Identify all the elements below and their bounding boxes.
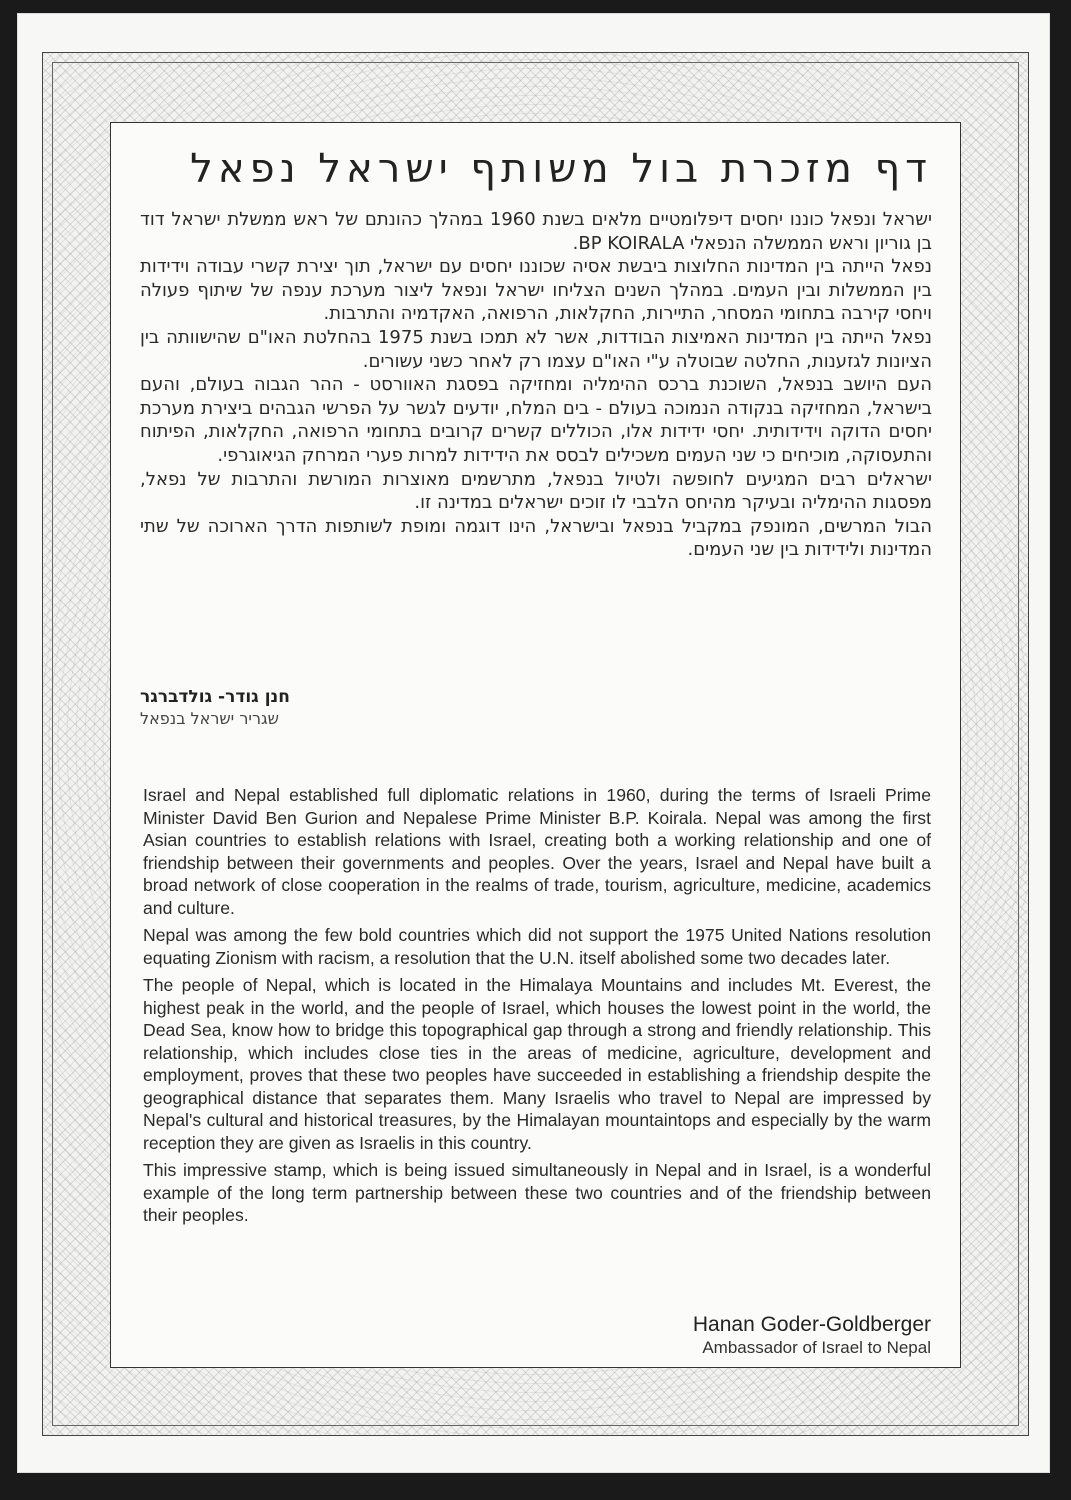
hebrew-paragraph: ישראלים רבים המגיעים לחופשה ולטיול בנפאל, מתרשמים מאוצרות המורשת והתרבות של נפאל, מפסגות ההימליה ובעיקר מהיחס הלבבי לו זוכים ישראלים במדינה זו.	[140, 468, 932, 514]
english-signature	[143, 1312, 931, 1358]
english-signature-name: Hanan Goder-Goldberger	[692, 1313, 931, 1336]
hebrew-paragraph: העם היושב בנפאל, השוכנת ברכס ההימליה ומחזיקה בפסגת האוורסט - ההר הגבוה בעולם, והעם בישראל, המחזיקה בנקודה הנמוכה בעולם - בים המלח, יודעים לגשר על הפרשי הגבהים ביצירת מערכת יחסים הדוקה וידידותית. יחסי ידידות אלו, הכוללים קשרים קרובים בתחומי הרפואה, החקלאות, הפיתוח והתעסוקה, מוכיחים כי שני העמים משכילים לבסס את הידידות למרות פערי המרחק הגיאוגרפי.	[140, 374, 932, 466]
english-paragraph: This impressive stamp, which is being issued simultaneously in Nepal and in Israel, is a wonderful example of the long term partnership between these two countries and of the friendship between their peoples.	[143, 1160, 931, 1225]
english-paragraph: The people of Nepal, which is located in the Himalaya Mountains and includes Mt. Everest, the highest peak in the world, and the people of Israel, which houses the lowest point in the world, the Dead Sea, know how to bridge this topographical gap through a strong and friendly relationship. This relationship, which includes close ties in the areas of medicine, agriculture, development and employment, proves that these two peoples have succeeded in establishing a friendship despite the geographical distance that separates them. Many Israelis who travel to Nepal are impressed by Nepal's cultural and historical treasures, by the Himalayan mountaintops and especially by the warm reception they are given as Israelis in this country.	[143, 975, 931, 1153]
english-body	[143, 784, 931, 1232]
hebrew-paragraph: הבול המרשים, המונפק במקביל בנפאל ובישראל, הינו דוגמה ומופת לשותפות הדרך הארוכה של שתי המדינות ולידידות בין שני העמים.	[140, 515, 932, 561]
english-signature-title: Ambassador of Israel to Nepal	[702, 1338, 931, 1357]
english-paragraph: Israel and Nepal established full diplomatic relations in 1960, during the terms of Israeli Prime Minister David Ben Gurion and Nepalese Prime Minister B.P. Koirala. Nepal was among the first Asian countries to establish relations with Israel, creating both a working relationship and one of friendship between their governments and peoples. Over the years, Israel and Nepal have built a broad network of close cooperation in the realms of trade, tourism, agriculture, medicine, academics and culture.	[143, 785, 931, 918]
hebrew-signature-title: שגריר ישראל בנפאל	[140, 709, 279, 728]
hebrew-signature	[140, 686, 932, 730]
hebrew-paragraph: נפאל הייתה בין המדינות החלוצות ביבשת אסיה שכוננו יחסים עם ישראל, תוך יצירת קשרי עבודה וידידות בין הממשלות ובין העמים. במהלך השנים הצליחו ישראל ונפאל ליצור מערכת ענפה של שיתוף פעולה ויחסי קירבה בתחומי המסחר, התיירות, החקלאות, הרפואה, האקדמיה והתרבות.	[140, 256, 932, 325]
english-paragraph: Nepal was among the few bold countries which did not support the 1975 United Nations resolution equating Zionism with racism, a resolution that the U.N. itself abolished some two decades later.	[143, 925, 931, 968]
hebrew-paragraph: ישראל ונפאל כוננו יחסים דיפלומטיים מלאים בשנת 1960 במהלך כהונתם של ראש ממשלת ישראל דוד בן גוריון וראש הממשלה הנפאלי BP KOIRALA.	[140, 209, 932, 254]
hebrew-title: דף מזכרת בול משותף ישראל נפאל	[190, 146, 932, 192]
hebrew-paragraph: נפאל הייתה בין המדינות האמיצות הבודדות, אשר לא תמכו בשנת 1975 בהחלטת האו"ם שהישוותה בין הציונות לגזענות, החלטה שבוטלה ע"י האו"ם עצמו רק לאחר כשני עשורים.	[140, 326, 932, 372]
hebrew-signature-name: חנן גודר- גולדברגר	[140, 687, 290, 707]
hebrew-body	[140, 208, 932, 562]
